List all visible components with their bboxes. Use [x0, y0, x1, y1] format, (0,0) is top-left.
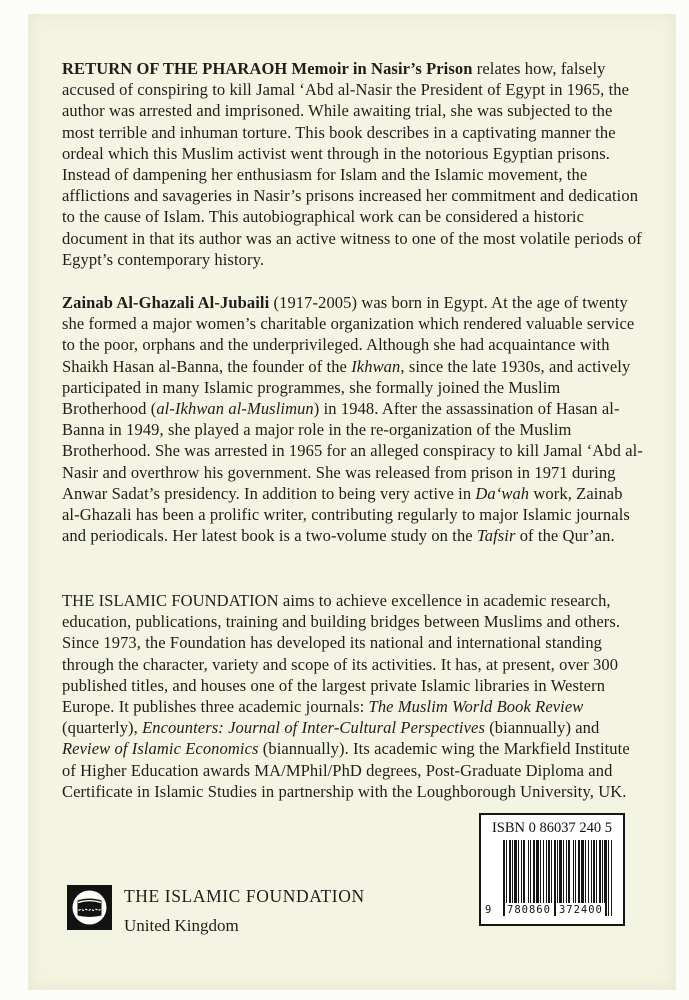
- text-run: , since the late 1930s, and actively participated in many Islamic programmes, she formally joined the Muslim Brotherhood (: [62, 356, 631, 419]
- text-run: Review of Islamic Economics: [62, 739, 259, 759]
- publisher-imprint: [67, 885, 365, 936]
- text-run: (quarterly),: [62, 718, 143, 738]
- text-run: Ikhwan: [351, 356, 401, 376]
- text-run: Encounters: Journal of Inter-Cultural Perspectives: [142, 718, 485, 738]
- text-run: Tafsir: [476, 526, 516, 546]
- publisher-text: [124, 885, 365, 936]
- text-run: of the Qur’an.: [515, 526, 615, 546]
- publisher-info: [62, 590, 644, 802]
- book-blurb: [62, 58, 644, 270]
- text-run: THE ISLAMIC FOUNDATION aims to achieve excellence in academic research, education, publications, training and building bridges between Muslims and others. Since 1973, the Foundation has developed its national and international standing through the character, variety and scope of its activities. It has, at present, over 300 published titles, and houses one of the largest private Islamic libraries in Western Europe. It publishes three academic journals:: [62, 591, 621, 717]
- text-run: RETURN OF THE PHARAOH Memoir in Nasir’s Prison: [62, 59, 473, 78]
- ean-digits: [485, 903, 615, 917]
- text-run: Zainab Al-Ghazali Al-Jubaili: [62, 293, 270, 312]
- ean-digit-group-1: 780860: [507, 904, 551, 916]
- kaaba-logo-icon: [67, 885, 112, 930]
- isbn-number: ISBN 0 86037 240 5: [491, 820, 613, 836]
- text-run: Da‘wah: [475, 483, 530, 503]
- text-run: relates how, falsely accused of conspiring to kill Jamal ‘Abd al-Nasir the President of Egypt in 1965, the author was arrested and imprisoned. While awaiting trial, she was subjected to the most terrible and inhuman torture. This book describes in a captivating manner the ordeal which this Muslim activist went through in the notorious Egyptian prisons. Instead of dampening her enthusiasm for Islam and the Islamic movement, the afflictions and savageries in Nasir’s prisons increased her commitment and dedication to the cause of Islam. This autobiographical work can be considered a historic document in that its author was an active witness to one of the most volatile periods of Egypt’s contemporary history.: [62, 59, 642, 269]
- barcode-icon: [485, 840, 613, 916]
- text-run: ) in 1948. After the assassination of Hasan al-Banna in 1949, she played a major role in the re-organization of the Muslim Brotherhood. She was arrested in 1965 for an alleged conspiracy to kill Jamal ‘Abd al-Nasir and overthrow his government. She was released from prison in 1971 during Anwar Sadat’s presidency. In addition to being very active in: [62, 399, 643, 503]
- publisher-name: THE ISLAMIC FOUNDATION: [124, 886, 365, 906]
- ean-digit-group-2: 372400: [558, 904, 603, 916]
- book-back-cover: [28, 14, 676, 990]
- text-run: work, Zainab al-Ghazali has been a prolific writer, contributing regularly to major Islamic journals and periodicals. Her latest book is a two-volume study on the: [62, 483, 630, 546]
- author-bio: [62, 292, 644, 546]
- text-run: (1917-2005) was born in Egypt. At the age of twenty she formed a major women’s charitable organization which rendered valuable service to the poor, orphans and the underprivileged. Although she had acquaintance with Shaikh Hasan al-Banna, the founder of the: [62, 293, 635, 376]
- text-run: The Muslim World Book Review: [368, 697, 584, 717]
- ean-digit-lead: 9: [485, 904, 493, 916]
- publisher-country: United Kingdom: [124, 916, 239, 935]
- text-run: (biannually) and: [484, 718, 600, 738]
- isbn-barcode-box: [479, 813, 625, 926]
- text-run: (biannually). Its academic wing the Markfield Institute of Higher Education awards MA/MPhil/PhD degrees, Post-Graduate Diploma and Certificate in Islamic Studies in partnership with the Loughborough University, UK.: [62, 739, 630, 801]
- text-run: al-Ikhwan al-Muslimun: [156, 399, 314, 419]
